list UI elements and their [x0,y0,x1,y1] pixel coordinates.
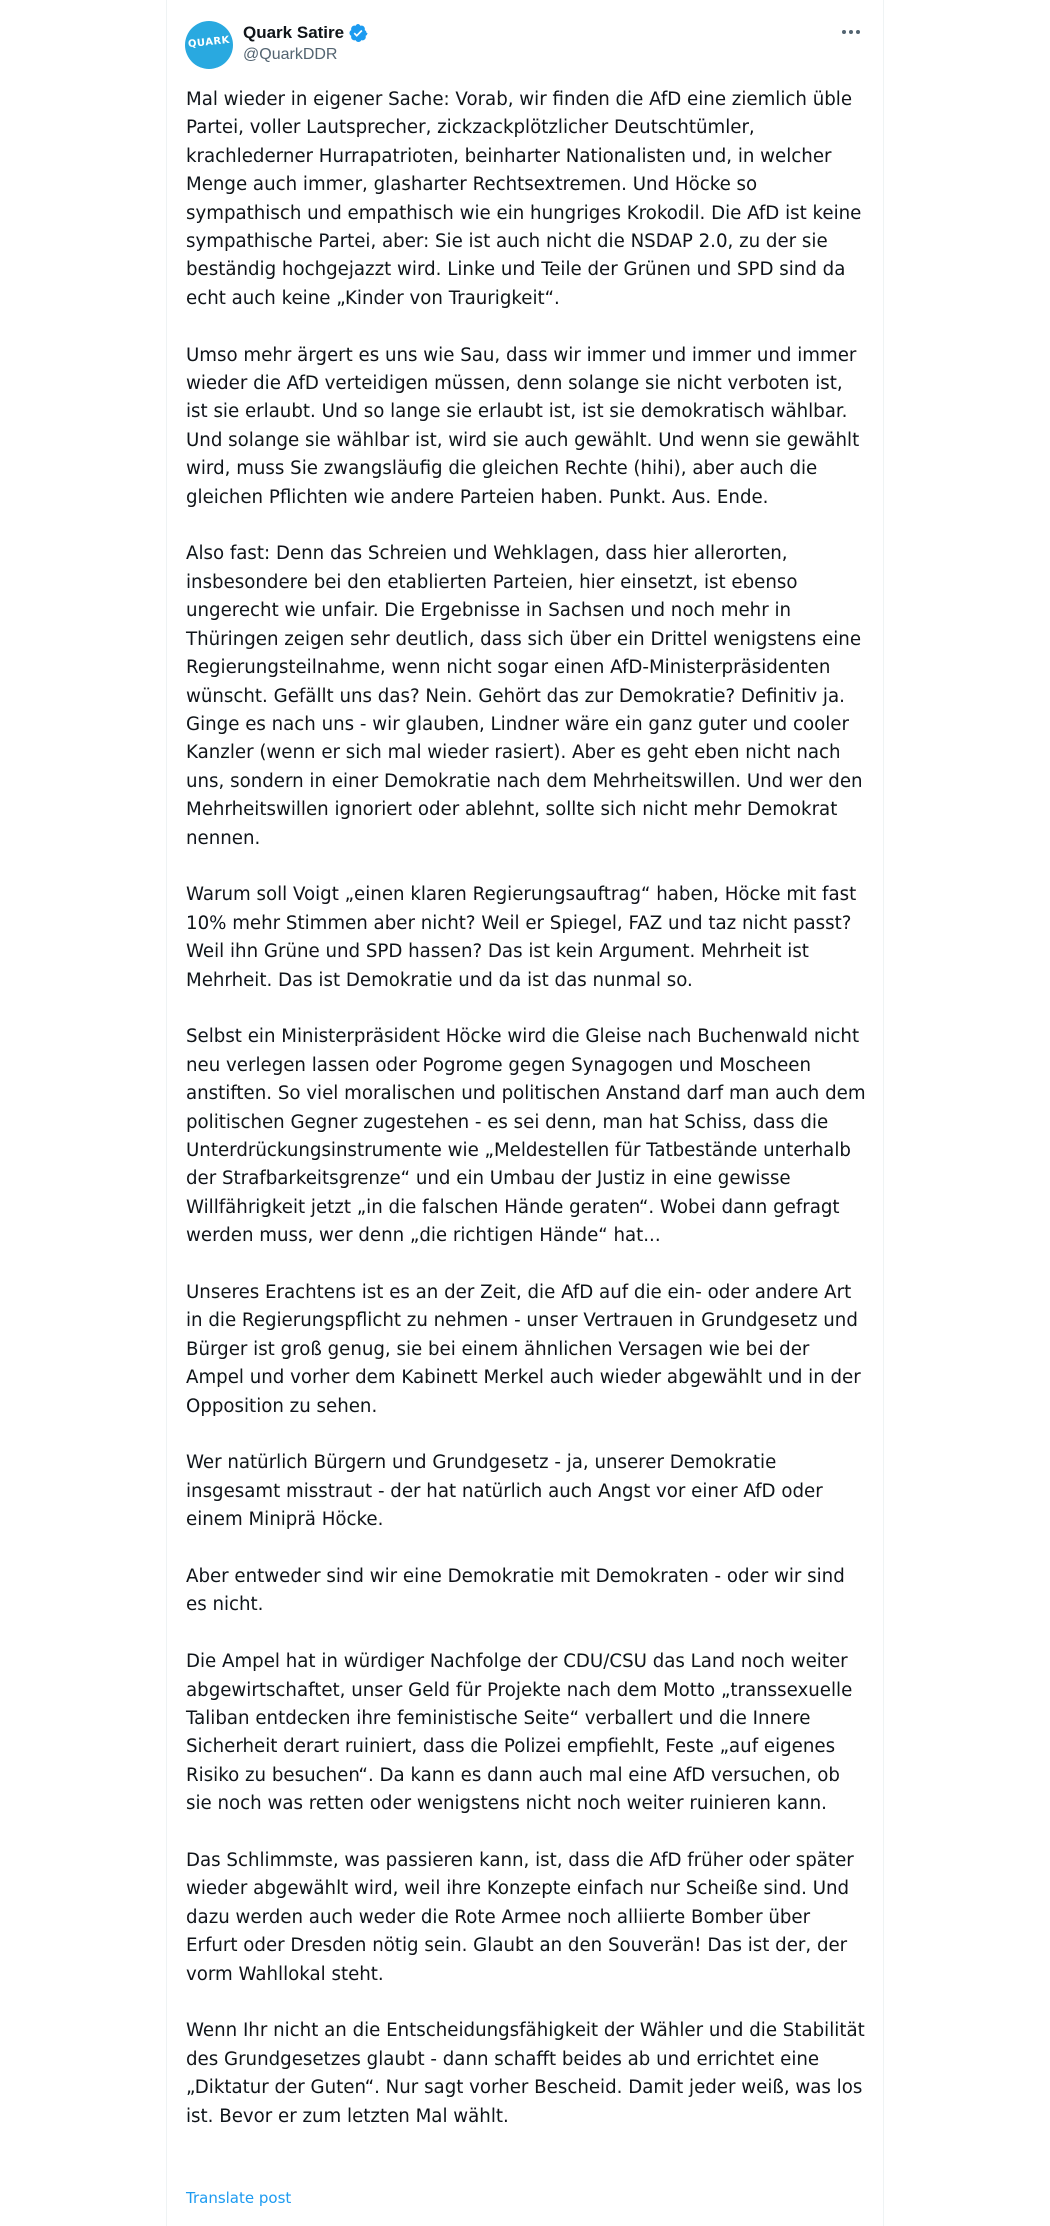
author-info [243,22,368,64]
post-paragraph: Selbst ein Ministerpräsident Höcke wird die Gleise nach Buchenwald nicht neu verlegen lassen oder Pogrome gegen Synagogen und Moscheen anstiften. So viel moralischen und politischen Anstand darf man auch dem politischen Gegner zugestehen - es sei denn, man hat Schiss, dass die Unterdrückungsinstrumente wie „Meldestellen für Tatbestände unterhalb der Strafbarkeitsgrenze“ und ein Umbau der Justiz in eine gewisse Willfährigkeit jetzt „in die falschen Hände geraten“. Wobei dann gefragt werden muss, wer denn „die richtigen Hände“ hat... [186,1026,866,1247]
post-paragraph: Wenn Ihr nicht an die Entscheidungsfähigkeit der Wähler und die Stabilität des Grundgesetzes glaubt - dann schafft beides ab und errichtet eine „Diktatur der Guten“. Nur sagt vorher Bescheid. Damit jeder weiß, was los ist. Bevor er zum letzten Mal wählt. [186,2020,865,2127]
post-card [166,0,884,2226]
post-paragraph: Unseres Erachtens ist es an der Zeit, die AfD auf die ein- oder andere Art in die Regierungspflicht zu nehmen - unser Vertrauen in Grundgesetz und Bürger ist groß genug, sie bei einem ähnlichen Versagen wie bei der Ampel und vorher dem Kabinett Merkel auch wieder abgewählt und in der Opposition zu sehen. [186,1281,861,1417]
verified-badge-icon [348,23,368,43]
post-paragraph: Aber entweder sind wir eine Demokratie mit Demokraten - oder wir sind es nicht. [186,1566,845,1616]
post-header [185,18,865,70]
more-options-icon[interactable] [837,22,865,42]
post-paragraph: Mal wieder in eigener Sache: Vorab, wir finden die AfD eine ziemlich üble Partei, voller Lautsprecher, zickzackplötzlicher Deutschtümler, krachlederner Hurrapatrioten, beinharter Nationalisten und, in welcher Menge auch immer, glasharter Rechtsextremen. Und Höcke so sympathisch und empathisch wie ein hungriges Krokodil. Die AfD ist keine sympathische Partei, aber: Sie ist auch nicht die NSDAP 2.0, zu der sie beständig hochgejazzt wird. Linke und Teile der Grünen und SPD sind da echt auch keine „Kinder von Traurigkeit“. [186,89,862,309]
more-dot [856,30,860,34]
avatar[interactable] [185,21,233,69]
more-dot [849,30,853,34]
more-dot [842,30,846,34]
author-name-row [243,22,368,44]
post-paragraph: Umso mehr ärgert es uns wie Sau, dass wir immer und immer und immer wieder die AfD verteidigen müssen, denn solange sie nicht verboten ist, ist sie erlaubt. Und so lange sie erlaubt ist, ist sie demokratisch wählbar. Und solange sie wählbar ist, wird sie auch gewählt. Und wenn sie gewählt wird, muss Sie zwangsläufig die gleichen Rechte (hihi), aber auch die gleichen Pflichten wie andere Parteien haben. Punkt. Aus. Ende. [186,344,860,508]
post-paragraph: Das Schlimmste, was passieren kann, ist, dass die AfD früher oder später wieder abgewählt wird, weil ihre Konzepte einfach nur Scheiße sind. Und dazu werden auch weder die Rote Armee noch alliierte Bomber über Erfurt oder Dresden nötig sein. Glaubt an den Souverän! Das ist der, der vorm Wahllokal steht. [186,1850,854,1985]
author-handle[interactable]: @QuarkDDR [243,46,338,63]
post-paragraph: Warum soll Voigt „einen klaren Regierungsauftrag“ haben, Höcke mit fast 10% mehr Stimmen aber nicht? Weil er Spiegel, FAZ und taz nicht passt? Weil ihn Grüne und SPD hassen? Das ist kein Argument. Mehrheit ist Mehrheit. Das ist Demokratie und da ist das nunmal so. [186,884,857,991]
avatar-logo-text: QUARK [187,34,231,51]
author-display-name[interactable]: Quark Satire [243,23,345,42]
post-paragraph: Also fast: Denn das Schreien und Wehklagen, dass hier allerorten, insbesondere bei den etablierten Parteien, hier einsetzt, ist ebenso ungerecht wie unfair. Die Ergebnisse in Sachsen und noch mehr in Thüringen zeigen sehr deutlich, dass sich über ein Drittel wenigstens eine Regierungsteilnahme, wenn nicht sogar einen AfD-Ministerpräsidenten wünscht. Gefällt uns das? Nein. Gehört das zur Demokratie? Definitiv ja. Ginge es nach uns - wir glauben, Lindner wäre ein ganz guter und cooler Kanzler (wenn er sich mal wieder rasiert). Aber es geht eben nicht nach uns, sondern in einer Demokratie nach dem Mehrheitswillen. Und wer den Mehrheitswillen ignoriert oder ablehnt, sollte sich nicht mehr Demokrat nennen. [186,543,863,849]
post-paragraph: Wer natürlich Bürgern und Grundgesetz - ja, unserer Demokratie insgesamt misstraut - der hat natürlich auch Angst vor einer AfD oder einem Miniprä Höcke. [186,1452,823,1531]
post-paragraph: Die Ampel hat in würdiger Nachfolge der CDU/CSU das Land noch weiter abgewirtschaftet, unser Geld für Projekte nach dem Motto „transsexuelle Taliban entdecken ihre feministische Seite“ verballert und die Innere Sicherheit derart ruiniert, dass die Polizei empfiehlt, Feste „auf eigenes Risiko zu besuchen“. Da kann es dann auch mal eine AfD versuchen, ob sie noch was retten oder wenigstens nicht noch weiter ruinieren kann. [186,1651,853,1815]
translate-post-link[interactable]: Translate post [186,2189,292,2207]
post-text [186,86,866,2159]
